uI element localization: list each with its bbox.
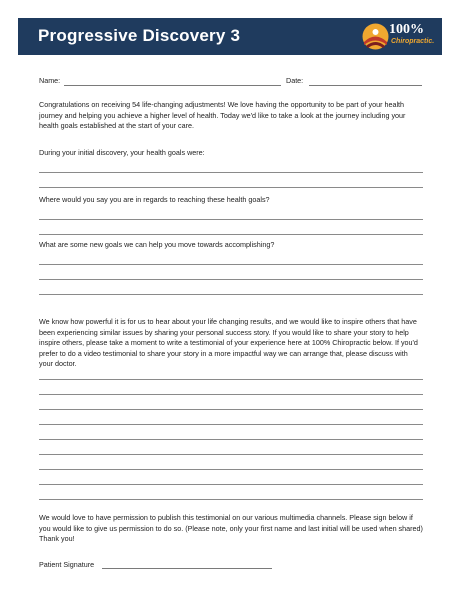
question-initial-goals: During your initial discovery, your health goals were: [39, 148, 205, 157]
permission-paragraph: We would love to have permission to publish this testimonial on our various multimedia channels. Please sign below if you would like to give us permission to do so. (Please note, only your first name and last initial will be used when shared) Thank you! [39, 513, 423, 543]
signature-label: Patient Signature [39, 560, 95, 569]
testimonial-line[interactable] [39, 409, 423, 410]
testimonial-line[interactable] [39, 469, 423, 470]
page-title: Progressive Discovery 3 [38, 26, 241, 45]
date-field[interactable] [309, 85, 422, 86]
intro-paragraph: Congratulations on receiving 54 life-changing adjustments! We love having the opportunity to be part of your health journey and helping you achieve a higher level of health. Today we'd like to take a look at the journey including your health goals established at the start of your care. [39, 100, 406, 130]
testimonial-line[interactable] [39, 484, 423, 485]
answer-line[interactable] [39, 172, 423, 173]
logo [362, 21, 436, 52]
question-new-goals: What are some new goals we can help you move towards accomplishing? [39, 240, 275, 249]
answer-line[interactable] [39, 264, 423, 265]
signature-field[interactable] [102, 568, 272, 569]
testimonial-line[interactable] [39, 499, 423, 500]
answer-line[interactable] [39, 219, 423, 220]
answer-line[interactable] [39, 234, 423, 235]
testimonial-line[interactable] [39, 454, 423, 455]
name-label: Name: [39, 76, 61, 85]
question-goal-progress: Where would you say you are in regards to reaching these health goals? [39, 195, 270, 204]
testimonial-line[interactable] [39, 439, 423, 440]
testimonial-line[interactable] [39, 424, 423, 425]
testimonial-line[interactable] [39, 379, 423, 380]
name-field[interactable] [64, 85, 281, 86]
header-bar [18, 18, 442, 55]
date-label: Date: [286, 76, 304, 85]
sunrise-logo-icon [362, 23, 389, 50]
answer-line[interactable] [39, 279, 423, 280]
testimonial-line[interactable] [39, 394, 423, 395]
logo-number: 100% [389, 22, 424, 37]
answer-line[interactable] [39, 187, 423, 188]
answer-line[interactable] [39, 294, 423, 295]
logo-wordmark: Chiropractic. [391, 38, 435, 45]
testimonial-paragraph: We know how powerful it is for us to hear about your life changing results, and we would like to inspire others that have been experiencing similar issues by sharing your personal success story. If you would like to share your story to help inspire others, please take a moment to write a testimonial of your experience here at 100% Chiropractic below. If you'd prefer to do a video testimonial to share your story in a more impactful way we can arrange that, please discuss with your doctor. [39, 317, 418, 368]
